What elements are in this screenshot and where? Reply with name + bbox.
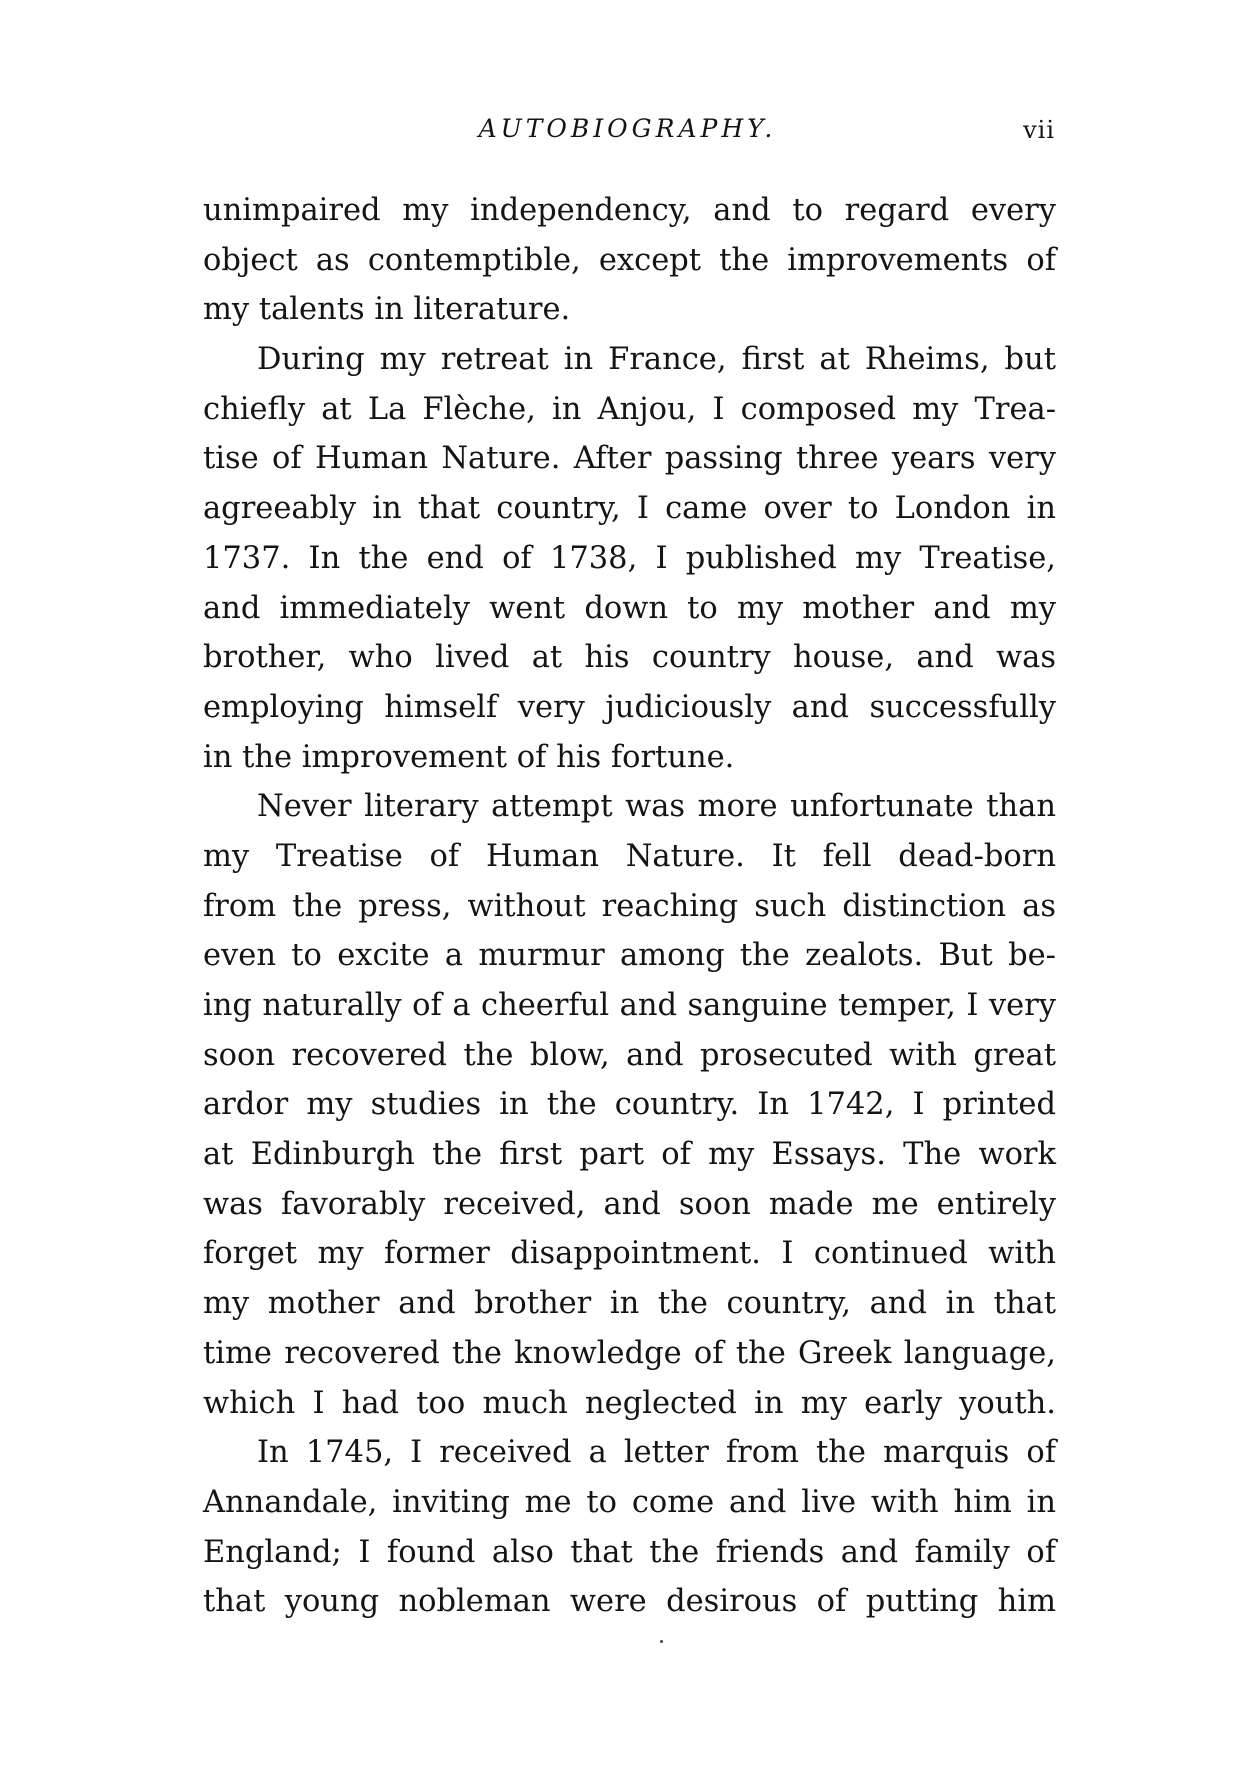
text-line: even to excite a murmur among the zealots. But be- [203, 938, 1056, 974]
text-line: in the improvement of his fortune. [203, 739, 735, 775]
text-line: from the press, without reaching such distinction as [203, 888, 1056, 924]
text-line: ing naturally of a cheerful and sanguine temper, I very [203, 988, 1056, 1023]
text-line: unimpaired my independency, and to regard every [203, 193, 1056, 228]
paragraph [203, 1428, 1056, 1627]
text-line: and immediately went down to my mother and my [203, 590, 1056, 626]
text-line: my Treatise of Human Nature. It fell dead-born [203, 838, 1056, 874]
text-line: soon recovered the blow, and prosecuted with great [203, 1037, 1056, 1073]
paragraph [203, 186, 1056, 335]
text-line: tise of Human Nature. After passing three years very [203, 441, 1056, 477]
ink-speck [660, 1640, 663, 1643]
paragraph [203, 335, 1056, 782]
text-line: chiefly at La Flèche, in Anjou, I composed my Trea- [203, 391, 1056, 427]
page-number: vii [1023, 116, 1055, 144]
text-line: ardor my studies in the country. In 1742, I printed [203, 1087, 1056, 1123]
running-head-title: AUTOBIOGRAPHY. [478, 114, 777, 143]
text-line: In 1745, I received a letter from the marquis of [257, 1435, 1056, 1471]
text-line: employing himself very judiciously and successfully [203, 689, 1056, 725]
text-line: During my retreat in France, first at Rheims, but [257, 342, 1056, 378]
text-line: 1737. In the end of 1738, I published my Treatise, [203, 540, 1056, 576]
body-text [203, 186, 1056, 1627]
text-line: forget my former disappointment. I continued with [203, 1236, 1056, 1272]
text-line: my talents in literature. [203, 292, 571, 328]
text-line: agreeably in that country, I came over to London in [203, 491, 1056, 527]
text-line: England; I found also that the friends and family of [203, 1534, 1056, 1570]
text-line: time recovered the knowledge of the Greek language, [203, 1335, 1056, 1371]
text-line: brother, who lived at his country house, and was [203, 640, 1056, 676]
text-line: Never literary attempt was more unfortunate than [257, 789, 1056, 825]
paragraph [203, 782, 1056, 1428]
text-line: at Edinburgh the first part of my Essays. The work [203, 1137, 1056, 1173]
text-line: my mother and brother in the country, and in that [203, 1286, 1056, 1322]
text-line: that young nobleman were desirous of putting him [203, 1584, 1056, 1620]
text-line: which I had too much neglected in my early youth. [203, 1385, 1056, 1421]
running-head [200, 114, 1055, 154]
text-line: Annandale, inviting me to come and live with him in [203, 1484, 1056, 1520]
text-line: was favorably received, and soon made me entirely [203, 1186, 1056, 1222]
text-line: object as contemptible, except the improvements of [203, 242, 1056, 278]
